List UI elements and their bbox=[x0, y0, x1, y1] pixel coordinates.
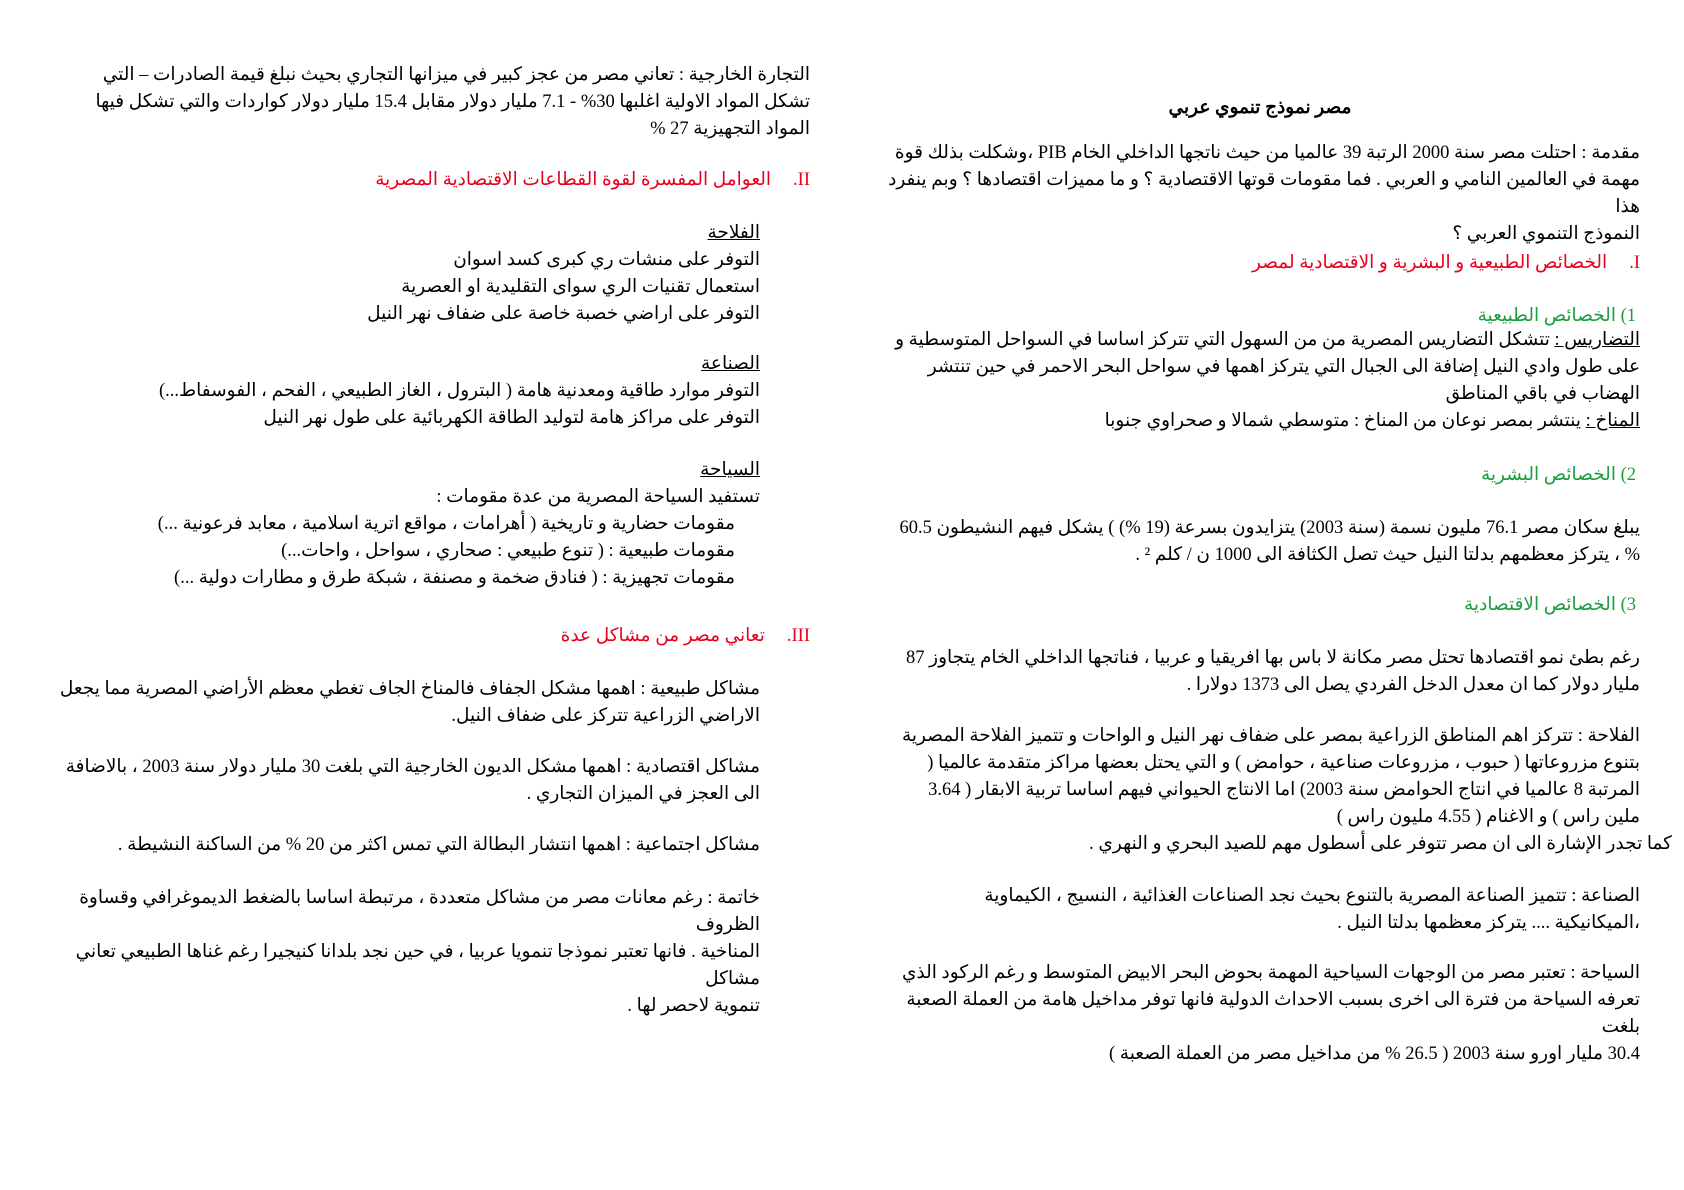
agriculture-line: كما تجدر الإشارة الى ان مصر تتوفر على أسطول مهم للصيد البحري و النهري . bbox=[1089, 834, 1672, 854]
section-1-heading bbox=[880, 250, 1640, 277]
natural-problems-line: الاراضي الزراعية تتركز على ضفاف النيل. bbox=[451, 706, 760, 726]
intro-line: مهمة في العالمين النامي و العربي . فما مقومات قوتها الاقتصادية ؟ و ما مميزات اقتصادها ؟ وبم ينفرد هذا bbox=[888, 170, 1640, 217]
tour-item: مقومات حضارية و تاريخية ( أهرامات ، مواقع اترية اسلامية ، معابد فرعونية ...) bbox=[157, 514, 735, 534]
trade-line: تشكل المواد الاولية اغلبها 30% - 7.1 مليار دولار مقابل 15.4 مليار دولار كواردات والتي تشكل فيها bbox=[95, 92, 810, 112]
agri-heading: الفلاحة bbox=[707, 223, 760, 243]
social-problems bbox=[45, 832, 760, 859]
section-2-title: العوامل المفسرة لقوة القطاعات الاقتصادية المصرية bbox=[375, 170, 772, 190]
conclusion-line: المناخية . فانها تعتبر نموذجا تنمويا عربيا ، في حين نجد بلدانا كنيجيرا رغم غناها الطبيعي تعاني مشاكل bbox=[75, 942, 760, 989]
agri-item: التوفر على اراضي خصبة خاصة على ضفاف نهر النيل bbox=[367, 304, 760, 324]
tourism-line: السياحة : تعتبر مصر من الوجهات السياحية المهمة بحوض البحر الابيض المتوسط و رغم الركود الذي bbox=[901, 963, 1640, 983]
foreign-trade-paragraph bbox=[45, 62, 810, 143]
tour-heading: السياحة bbox=[700, 460, 760, 480]
natural-problems-line: مشاكل طبيعية : اهمها مشكل الجفاف فالمناخ الجاف تغطي معظم الأراضي المصرية مما يجعل bbox=[59, 679, 760, 699]
agri-item: التوفر على منشات ري كبرى كسد اسوان bbox=[453, 250, 760, 270]
population-line: % ، يتركز معظمهم بدلتا النيل حيث تصل الكثافة الى 1000 ن / كلم ² . bbox=[1135, 545, 1640, 565]
agriculture-paragraph bbox=[880, 723, 1672, 858]
tourism-factors bbox=[45, 457, 760, 592]
agriculture-line: الفلاحة : تتركز اهم المناطق الزراعية بمصر على ضفاف نهر النيل و الواحات و تتميز الفلاحة المصرية bbox=[901, 726, 1640, 746]
economy-line: رغم بطئ نمو اقتصادها تحتل مصر مكانة لا باس بها افريقيا و عربيا ، فناتجها الداخلي الخام يتجاوز 87 bbox=[906, 648, 1640, 668]
relief-line: على طول وادي النيل إضافة الى الجبال التي يتركز اهمها في سواحل البحر الاحمر في حين تنتشر bbox=[927, 357, 1640, 377]
agriculture-line: بتنوع مزروعاتها ( حبوب ، مزروعات صناعية ، حوامض ) و التي يحتل بعضها مراكز متقدمة عالميا ( bbox=[927, 753, 1640, 773]
subsection-natural: 1) الخصائص الطبيعية bbox=[1477, 306, 1636, 326]
economic-problems-line: مشاكل اقتصادية : اهمها مشكل الديون الخارجية التي بلغت 30 مليار دولار سنة 2003 ، بالاضافة bbox=[65, 757, 760, 777]
ind-heading: الصناعة bbox=[701, 354, 760, 374]
tour-item: مقومات تجهيزية : ( فنادق ضخمة و مصنفة ، شبكة طرق و مطارات دولية ...) bbox=[174, 568, 735, 588]
page-title: مصر نموذج تنموي عربي bbox=[1168, 98, 1352, 118]
conclusion-line: تنموية لاحصر لها . bbox=[627, 996, 760, 1016]
subsection-economic: 3) الخصائص الاقتصادية bbox=[1464, 595, 1636, 615]
relief-paragraph bbox=[880, 327, 1640, 435]
population-paragraph bbox=[880, 515, 1640, 569]
section-3-heading bbox=[45, 623, 810, 650]
climate-label: المناخ : bbox=[1585, 411, 1640, 431]
social-problems-line: مشاكل اجتماعية : اهمها انتشار البطالة التي تمس اكثر من 20 % من الساكنة النشيطة . bbox=[117, 835, 760, 855]
climate-text: ينتشر بمصر نوعان من المناخ : متوسطي شمالا و صحراوي جنوبا bbox=[1104, 411, 1581, 431]
section-2-heading bbox=[45, 167, 810, 194]
section-1-number: I. bbox=[1629, 253, 1640, 273]
subsection-human: 2) الخصائص البشرية bbox=[1480, 465, 1636, 485]
left-column bbox=[45, 0, 810, 1190]
agriculture-line: ملين راس ) و الاغنام ( 4.55 مليون راس ) bbox=[1336, 807, 1640, 827]
conclusion-line: خاتمة : رغم معانات مصر من مشاكل متعددة ، مرتبطة اساسا بالضغط الديموغرافي وقساوة الظروف bbox=[79, 888, 760, 935]
ind-item: التوفر موارد طاقية ومعدنية هامة ( البترول ، الغاز الطبيعي ، الفحم ، الفوسفاط...) bbox=[159, 381, 760, 401]
section-3-title: تعاني مصر من مشاكل عدة bbox=[560, 626, 765, 646]
economy-line: مليار دولار كما ان معدل الدخل الفردي يصل الى 1373 دولارا . bbox=[1186, 675, 1640, 695]
economic-problems-line: الى العجز في الميزان التجاري . bbox=[526, 784, 760, 804]
intro-line: مقدمة : احتلت مصر سنة 2000 الرتبة 39 عالميا من حيث ناتجها الداخلي الخام PIB ،وشكلت بذلك قوة bbox=[894, 143, 1640, 163]
agriculture-line: المرتبة 8 عالميا في انتاج الحوامض سنة 2003) اما الانتاج الحيواني فيهم اساسا تربية الابقار ( 3.64 bbox=[928, 780, 1640, 800]
relief-line: تتشكل التضاريس المصرية من من السهول التي تتركز اساسا في السواحل المتوسطية و bbox=[895, 330, 1550, 350]
industry-paragraph bbox=[880, 883, 1640, 937]
section-3-number: III. bbox=[786, 626, 810, 646]
relief-label: التضاريس : bbox=[1554, 330, 1640, 350]
section-2-number: II. bbox=[793, 170, 810, 190]
economy-paragraph bbox=[880, 645, 1640, 699]
tour-item: مقومات طبيعية : ( تنوع طبيعي : صحاري ، سواحل ، واحات...) bbox=[281, 541, 735, 561]
section-1-title: الخصائص الطبيعية و البشرية و الاقتصادية لمصر bbox=[1252, 253, 1608, 273]
economic-problems bbox=[45, 754, 760, 808]
natural-problems bbox=[45, 676, 760, 730]
intro-line: النموذج التنموي العربي ؟ bbox=[1452, 224, 1640, 244]
tour-intro: تستفيد السياحة المصرية من عدة مقومات : bbox=[436, 487, 760, 507]
population-line: يبلغ سكان مصر 76.1 مليون نسمة (سنة 2003) يتزايدون بسرعة (19 %) ) يشكل فيهم النشيطون 60.5 bbox=[899, 518, 1640, 538]
ind-item: التوفر على مراكز هامة لتوليد الطاقة الكهربائية على طول نهر النيل bbox=[263, 408, 760, 428]
relief-line: الهضاب في باقي المناطق bbox=[1445, 384, 1640, 404]
tourism-paragraph bbox=[880, 960, 1640, 1068]
conclusion bbox=[45, 885, 760, 1020]
agri-item: استعمال تقنيات الري سواى التقليدية او العصرية bbox=[401, 277, 760, 297]
introduction bbox=[880, 140, 1640, 248]
tourism-line: تعرفه السياحة من فترة الى اخرى بسبب الاحداث الدولية فانها توفر مداخيل هامة من العملة الصعبة بلغت bbox=[906, 990, 1640, 1037]
industry-line: الصناعة : تتميز الصناعة المصرية بالتنوع بحيث نجد الصناعات الغذائية ، النسيج ، الكيماوية bbox=[984, 886, 1640, 906]
trade-line: التجارة الخارجية : تعاني مصر من عجز كبير في ميزانها التجاري بحيث نبلغ قيمة الصادرات – التي bbox=[102, 65, 810, 85]
tourism-line: 30.4 مليار اورو سنة 2003 ( 26.5 % من مداخيل مصر من العملة الصعبة ) bbox=[1108, 1044, 1640, 1064]
agri-factors bbox=[45, 220, 760, 328]
industry-factors bbox=[45, 351, 760, 432]
right-column bbox=[880, 0, 1672, 1190]
trade-line: المواد التجهيزية 27 % bbox=[650, 119, 810, 139]
industry-line: ،الميكانيكية .... يتركز معظمها بدلتا النيل . bbox=[1337, 913, 1640, 933]
